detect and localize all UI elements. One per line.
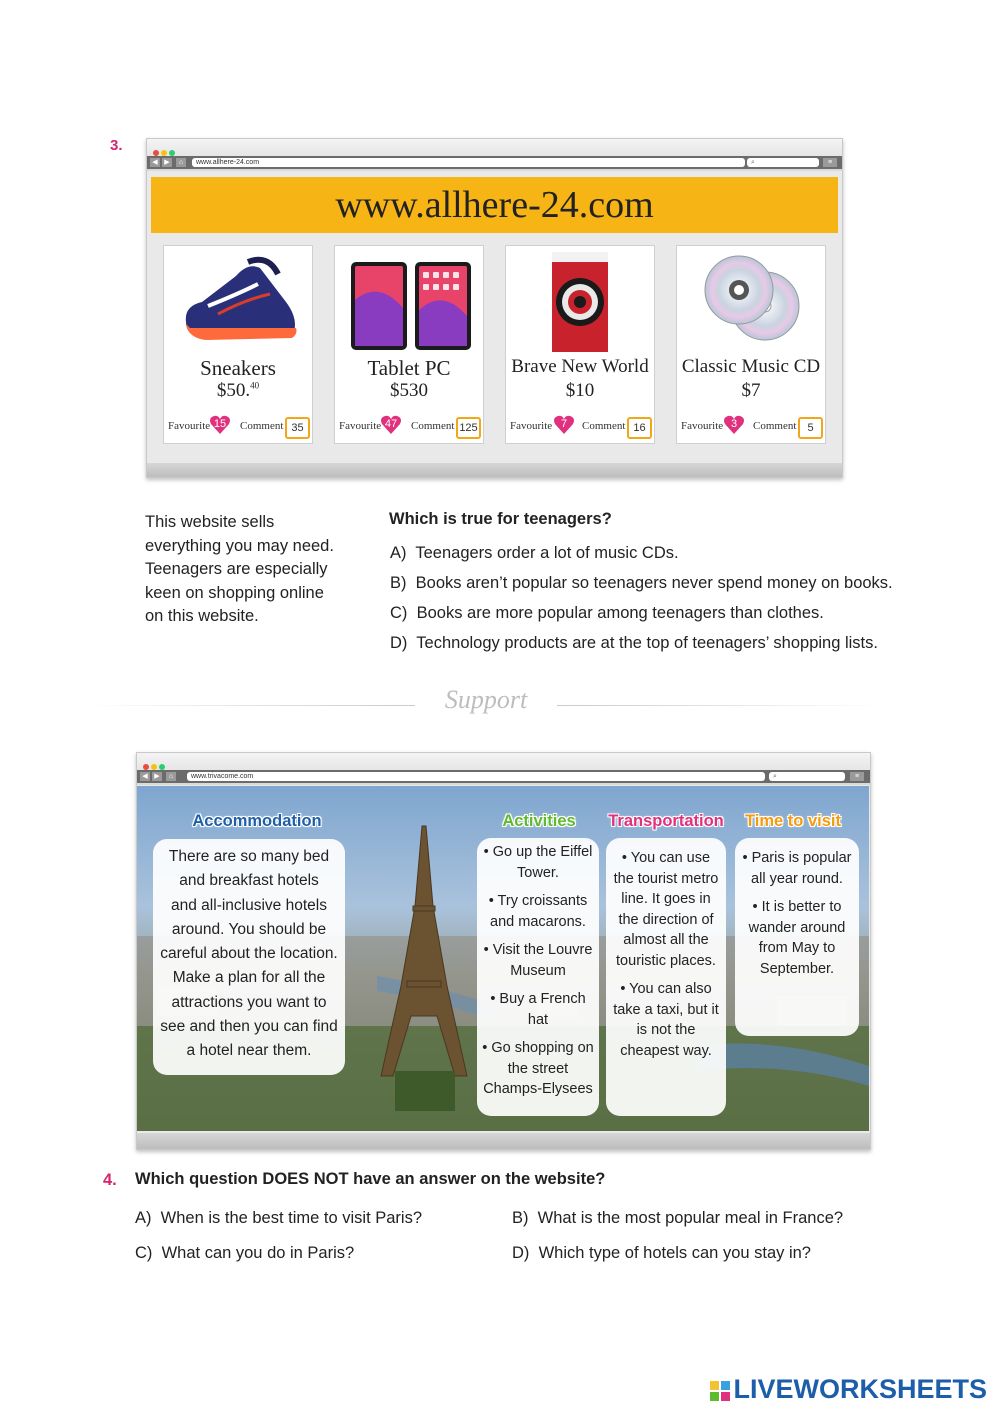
activities-title: Activities [502,812,576,830]
price-main: $530 [390,380,428,401]
option-letter: A) [135,1209,152,1227]
transportation-item: • You can use the tourist metro line. It goes in the direction of almost all the touristic places. [613,850,719,969]
product-name: Tablet PC [367,356,451,380]
comment-label: Comment [240,420,284,432]
option-text: Teenagers order a lot of music CDs. [415,544,679,562]
favourite-label: Favourite [168,420,211,432]
browser-search-box[interactable] [769,772,845,781]
time-to-visit-panel [735,838,859,1036]
q4-option-d[interactable] [512,1244,811,1263]
product-name: Sneakers [200,356,276,380]
home-icon[interactable]: ⌂ [176,158,186,167]
sneaker-image [178,254,300,352]
comment-label: Comment [582,420,626,432]
option-letter: D) [390,634,408,652]
comment-count-bubble[interactable]: 125 [456,417,481,439]
panel-line: attractions you want to [171,993,327,1011]
q3-option-c[interactable] [390,604,824,623]
product-price [506,380,654,402]
panel-line: and breakfast hotels [179,872,319,890]
option-text: What is the most popular meal in France? [537,1209,844,1227]
option-letter: C) [135,1244,153,1262]
logo-square [721,1381,730,1390]
browser-search-box[interactable] [747,158,819,167]
menu-icon[interactable]: ≡ [850,772,864,781]
option-text: Books are more popular among teenagers than clothes. [416,604,824,622]
transportation-item: • You can also take a taxi, but it is not the cheapest way. [613,981,719,1059]
support-divider-left [85,705,415,706]
question-4-text: Which question DOES NOT have an answer on the website? [135,1170,606,1188]
description-line: This website sells [145,513,275,531]
home-icon[interactable]: ⌂ [166,772,176,781]
logo-text: LIVEWORKSHEETS [733,1374,987,1404]
menu-icon[interactable]: ≡ [823,158,837,167]
comment-count-bubble[interactable]: 35 [285,417,310,439]
product-card-cd[interactable] [676,245,826,444]
option-text: When is the best time to visit Paris? [160,1209,423,1227]
browser-footer [147,463,842,477]
comment-label: Comment [753,420,797,432]
activities-panel [477,838,599,1116]
product-price [164,380,312,402]
favourite-count: 47 [384,418,398,430]
panel-line: a hotel near them. [186,1042,312,1060]
browser-toolbar [137,770,870,783]
address-bar[interactable]: www.allhere-24.com [192,158,745,167]
option-letter: C) [390,604,408,622]
favourite-label: Favourite [339,420,382,432]
product-card-sneakers[interactable] [163,245,313,444]
panel-line: careful about the location. [160,945,338,963]
q4-option-a[interactable] [135,1209,422,1228]
activity-item: • Go shopping on the street Champs-Elysees [482,1040,594,1097]
cd-image [703,252,803,344]
description-line: Teenagers are especially [145,560,328,578]
paris-scene [137,786,869,1131]
tablet-image [349,260,473,352]
search-icon: ⌕ [751,159,755,166]
favourite-count: 3 [730,418,738,430]
question-4-number: 4. [103,1171,117,1189]
back-arrow-icon[interactable]: ◀ [150,158,160,167]
liveworksheets-logo [709,1374,987,1405]
price-main: $10 [565,380,595,401]
product-name: Classic Music CD [681,356,821,377]
book-cover-image [552,252,608,352]
q3-option-d[interactable] [390,634,878,653]
favourite-count: 7 [560,418,568,430]
option-text: Technology products are at the top of teenagers’ shopping lists. [416,634,878,652]
product-card-book[interactable] [505,245,655,444]
shop-banner-title: www.allhere-24.com [151,177,838,233]
product-price [335,380,483,402]
browser-chrome [147,139,842,171]
comment-count-bubble[interactable]: 5 [798,417,823,439]
price-main: $7 [741,380,761,401]
option-letter: B) [390,574,407,592]
q3-option-b[interactable] [390,574,893,593]
website-description [145,511,355,629]
description-line: on this website. [145,607,259,625]
question-3-number: 3. [110,137,123,154]
activity-item: • Visit the Louvre Museum [483,942,593,979]
activity-item: • Go up the Eiffel Tower. [483,844,593,881]
product-name: Brave New World [511,356,649,377]
q4-option-b[interactable] [512,1209,843,1228]
description-line: keen on shopping online [145,583,324,602]
activity-item: • Buy a French hat [490,991,586,1028]
option-letter: A) [390,544,407,562]
panel-line: There are so many bed [168,848,330,865]
browser-footer [137,1133,870,1149]
favourite-label: Favourite [681,420,724,432]
q4-option-c[interactable] [135,1244,354,1263]
logo-square [710,1392,719,1401]
q3-option-a[interactable] [390,544,679,563]
logo-squares-icon [709,1380,733,1402]
accommodation-title: Accommodation [192,812,322,830]
support-divider-right [557,705,882,706]
comment-count-bubble[interactable]: 16 [627,417,652,439]
browser-chrome [137,753,870,785]
back-arrow-icon[interactable]: ◀ [140,772,150,781]
address-bar[interactable]: www.trivacome.com [187,772,765,781]
forward-arrow-icon[interactable]: ▶ [152,772,162,781]
time-to-visit-title: Time to visit [745,812,841,830]
search-icon: ⌕ [773,773,777,780]
panel-line: Make a plan for all the [172,969,326,987]
product-price [677,380,825,402]
option-text: Books aren’t popular so teenagers never spend money on books. [415,574,893,592]
option-text: What can you do in Paris? [161,1244,355,1262]
support-heading: Support [444,685,528,714]
favourite-label: Favourite [510,420,553,432]
price-main: $50. [216,380,251,401]
option-letter: B) [512,1209,529,1227]
transportation-title: Transportation [608,812,724,830]
option-text: Which type of hotels can you stay in? [538,1244,811,1262]
transportation-panel [606,838,726,1116]
panel-line: see and then you can find [160,1018,338,1036]
logo-square [721,1392,730,1401]
logo-square [710,1381,719,1390]
option-letter: D) [512,1244,530,1262]
browser-toolbar [147,156,842,169]
panel-line: and all-inclusive hotels [171,896,327,914]
activity-item: • Try croissants and macarons. [488,893,588,930]
time-item: • It is better to wander around from May to September. [748,899,846,977]
price-cents: 40 [250,380,260,391]
comment-label: Comment [411,420,455,432]
accommodation-panel [153,839,345,1075]
description-line: everything you may need. [145,536,334,555]
time-item: • Paris is popular all year round. [742,850,852,887]
product-card-tablet[interactable] [334,245,484,444]
forward-arrow-icon[interactable]: ▶ [162,158,172,167]
panel-line: around. You should be [171,920,327,938]
favourite-count: 15 [213,418,227,430]
question-3-text: Which is true for teenagers? [389,510,612,528]
